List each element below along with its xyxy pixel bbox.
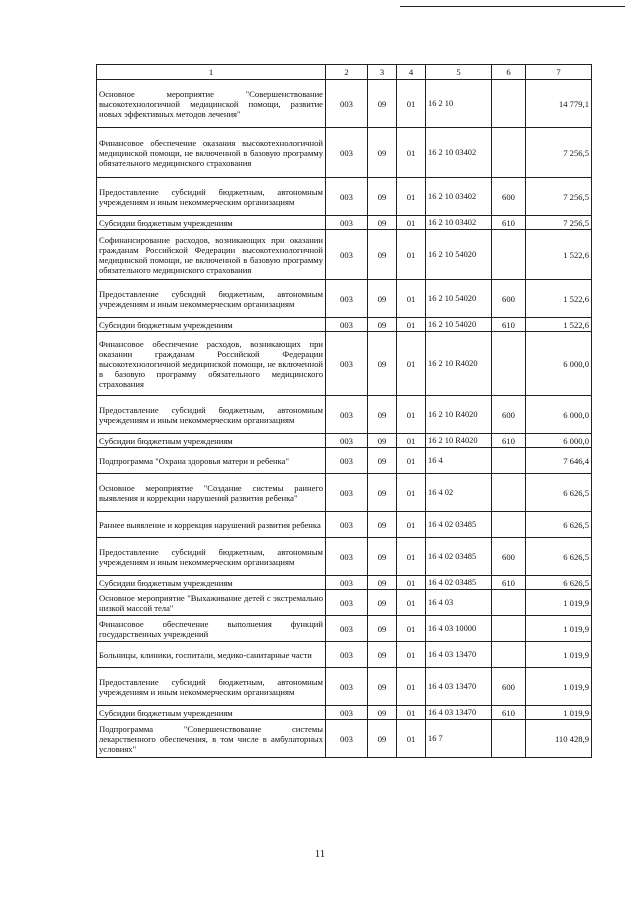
table-row	[97, 512, 592, 538]
row-expense-type: 600	[492, 178, 526, 216]
row-expense-type	[492, 616, 526, 642]
row-amount: 14 779,1	[526, 80, 592, 128]
row-target-article: 16 4 03	[426, 590, 492, 616]
row-grbs: 003	[326, 396, 368, 434]
budget-table	[96, 64, 592, 758]
row-amount: 7 646,4	[526, 448, 592, 474]
header-cell: 7	[526, 65, 592, 80]
row-expense-type	[492, 448, 526, 474]
row-expense-type	[492, 230, 526, 280]
row-amount: 6 000,0	[526, 434, 592, 448]
row-amount: 1 019,9	[526, 590, 592, 616]
row-expense-type: 600	[492, 396, 526, 434]
row-subsection: 01	[397, 280, 426, 318]
row-target-article: 16 4 02	[426, 474, 492, 512]
header-cell: 6	[492, 65, 526, 80]
row-subsection: 01	[397, 720, 426, 758]
row-amount: 7 256,5	[526, 128, 592, 178]
row-target-article: 16 2 10	[426, 80, 492, 128]
row-target-article: 16 4 03 10000	[426, 616, 492, 642]
row-grbs: 003	[326, 216, 368, 230]
header-cell: 5	[426, 65, 492, 80]
row-subsection: 01	[397, 216, 426, 230]
row-subsection: 01	[397, 642, 426, 668]
row-subsection: 01	[397, 474, 426, 512]
row-target-article: 16 4 02 03485	[426, 576, 492, 590]
table-row	[97, 332, 592, 396]
table-row	[97, 230, 592, 280]
row-expense-type	[492, 474, 526, 512]
row-grbs: 003	[326, 720, 368, 758]
table-row	[97, 216, 592, 230]
row-section: 09	[368, 668, 397, 706]
row-name: Предоставление субсидий бюджетным, автономным учреждениям и иным некоммерческим организациям	[97, 280, 326, 318]
row-subsection: 01	[397, 396, 426, 434]
row-subsection: 01	[397, 512, 426, 538]
row-grbs: 003	[326, 538, 368, 576]
table-row	[97, 668, 592, 706]
row-expense-type: 610	[492, 576, 526, 590]
row-name: Основное мероприятие "Выхаживание детей с экстремально низкой массой тела"	[97, 590, 326, 616]
row-expense-type	[492, 642, 526, 668]
row-section: 09	[368, 576, 397, 590]
table-row	[97, 280, 592, 318]
row-grbs: 003	[326, 230, 368, 280]
row-subsection: 01	[397, 332, 426, 396]
table-row	[97, 80, 592, 128]
table-row	[97, 576, 592, 590]
table-row	[97, 128, 592, 178]
table-row	[97, 538, 592, 576]
row-section: 09	[368, 178, 397, 216]
row-name: Больницы, клиники, госпитали, медико-санитарные части	[97, 642, 326, 668]
table-row	[97, 474, 592, 512]
row-expense-type	[492, 80, 526, 128]
row-amount: 1 019,9	[526, 706, 592, 720]
table-row	[97, 448, 592, 474]
row-section: 09	[368, 434, 397, 448]
row-section: 09	[368, 590, 397, 616]
row-grbs: 003	[326, 474, 368, 512]
row-section: 09	[368, 474, 397, 512]
row-amount: 1 019,9	[526, 642, 592, 668]
row-expense-type	[492, 720, 526, 758]
row-target-article: 16 2 10 54020	[426, 280, 492, 318]
row-subsection: 01	[397, 230, 426, 280]
row-expense-type: 600	[492, 668, 526, 706]
row-name: Основное мероприятие "Создание системы раннего выявления и коррекции нарушений развития ребенка"	[97, 474, 326, 512]
row-name: Предоставление субсидий бюджетным, автономным учреждениям и иным некоммерческим организациям	[97, 538, 326, 576]
header-cell: 1	[97, 65, 326, 80]
row-name: Финансовое обеспечение расходов, возникающих при оказании гражданам Российской Федерации высокотехнологичной медицинской помощи, не включенной в базовую программу обязательного медицинского страхования	[97, 332, 326, 396]
row-target-article: 16 2 10 R4020	[426, 396, 492, 434]
row-name: Предоставление субсидий бюджетным, автономным учреждениям и иным некоммерческим организациям	[97, 668, 326, 706]
row-name: Предоставление субсидий бюджетным, автономным учреждениям и иным некоммерческим организациям	[97, 396, 326, 434]
row-target-article: 16 2 10 54020	[426, 230, 492, 280]
row-target-article: 16 2 10 54020	[426, 318, 492, 332]
header-cell: 2	[326, 65, 368, 80]
table-row	[97, 396, 592, 434]
row-subsection: 01	[397, 616, 426, 642]
row-amount: 6 626,5	[526, 538, 592, 576]
row-grbs: 003	[326, 512, 368, 538]
table-body	[97, 80, 592, 758]
row-grbs: 003	[326, 128, 368, 178]
table-row	[97, 642, 592, 668]
row-amount: 1 522,6	[526, 318, 592, 332]
row-name: Предоставление субсидий бюджетным, автономным учреждениям и иным некоммерческим организациям	[97, 178, 326, 216]
header-cell: 3	[368, 65, 397, 80]
row-subsection: 01	[397, 538, 426, 576]
row-name: Субсидии бюджетным учреждениям	[97, 318, 326, 332]
row-target-article: 16 4 03 13470	[426, 642, 492, 668]
table-row	[97, 590, 592, 616]
row-section: 09	[368, 512, 397, 538]
header-row	[97, 65, 592, 80]
row-target-article: 16 4 03 13470	[426, 706, 492, 720]
row-grbs: 003	[326, 642, 368, 668]
row-section: 09	[368, 720, 397, 758]
table-row	[97, 616, 592, 642]
row-name: Субсидии бюджетным учреждениям	[97, 576, 326, 590]
row-grbs: 003	[326, 706, 368, 720]
row-section: 09	[368, 616, 397, 642]
row-expense-type: 600	[492, 538, 526, 576]
row-name: Подпрограмма "Совершенствование системы лекарственного обеспечения, в том числе в амбулаторных условиях"	[97, 720, 326, 758]
row-amount: 7 256,5	[526, 216, 592, 230]
row-section: 09	[368, 318, 397, 332]
row-grbs: 003	[326, 448, 368, 474]
row-target-article: 16 4 02 03485	[426, 538, 492, 576]
row-section: 09	[368, 332, 397, 396]
row-expense-type	[492, 128, 526, 178]
row-grbs: 003	[326, 590, 368, 616]
row-name: Финансовое обеспечение выполнения функций государственных учреждений	[97, 616, 326, 642]
table-row	[97, 434, 592, 448]
row-grbs: 003	[326, 318, 368, 332]
table-row	[97, 706, 592, 720]
row-amount: 110 428,9	[526, 720, 592, 758]
row-amount: 1 019,9	[526, 616, 592, 642]
row-subsection: 01	[397, 448, 426, 474]
row-grbs: 003	[326, 434, 368, 448]
row-subsection: 01	[397, 590, 426, 616]
row-name: Раннее выявление и коррекция нарушений развития ребенка	[97, 512, 326, 538]
row-amount: 1 522,6	[526, 280, 592, 318]
table-row	[97, 318, 592, 332]
row-section: 09	[368, 128, 397, 178]
row-subsection: 01	[397, 706, 426, 720]
header-cell: 4	[397, 65, 426, 80]
row-name: Подпрограмма "Охрана здоровья матери и ребенка"	[97, 448, 326, 474]
row-amount: 6 000,0	[526, 332, 592, 396]
row-subsection: 01	[397, 318, 426, 332]
row-name: Софинансирование расходов, возникающих при оказании гражданам Российской Федерации высокотехнологичной медицинской помощи, не включенной в базовую программу обязательного медицинского страхования	[97, 230, 326, 280]
row-name: Субсидии бюджетным учреждениям	[97, 216, 326, 230]
row-target-article: 16 2 10 03402	[426, 178, 492, 216]
top-rule	[400, 6, 625, 7]
row-amount: 6 626,5	[526, 576, 592, 590]
row-target-article: 16 2 10 R4020	[426, 332, 492, 396]
row-expense-type	[492, 512, 526, 538]
row-amount: 6 000,0	[526, 396, 592, 434]
row-name: Субсидии бюджетным учреждениям	[97, 434, 326, 448]
row-grbs: 003	[326, 80, 368, 128]
row-expense-type: 610	[492, 216, 526, 230]
row-grbs: 003	[326, 332, 368, 396]
row-subsection: 01	[397, 178, 426, 216]
row-expense-type: 600	[492, 280, 526, 318]
row-name: Субсидии бюджетным учреждениям	[97, 706, 326, 720]
row-expense-type	[492, 590, 526, 616]
row-target-article: 16 4	[426, 448, 492, 474]
row-section: 09	[368, 80, 397, 128]
row-amount: 6 626,5	[526, 474, 592, 512]
row-section: 09	[368, 706, 397, 720]
row-subsection: 01	[397, 128, 426, 178]
row-section: 09	[368, 280, 397, 318]
row-section: 09	[368, 230, 397, 280]
row-amount: 1 019,9	[526, 668, 592, 706]
row-grbs: 003	[326, 616, 368, 642]
row-target-article: 16 4 02 03485	[426, 512, 492, 538]
row-amount: 6 626,5	[526, 512, 592, 538]
row-grbs: 003	[326, 576, 368, 590]
row-section: 09	[368, 642, 397, 668]
table-row	[97, 720, 592, 758]
row-grbs: 003	[326, 668, 368, 706]
row-target-article: 16 4 03 13470	[426, 668, 492, 706]
table-row	[97, 178, 592, 216]
row-grbs: 003	[326, 280, 368, 318]
row-subsection: 01	[397, 576, 426, 590]
row-expense-type	[492, 332, 526, 396]
row-grbs: 003	[326, 178, 368, 216]
row-expense-type: 610	[492, 434, 526, 448]
row-expense-type: 610	[492, 706, 526, 720]
row-amount: 1 522,6	[526, 230, 592, 280]
page-number: 11	[314, 848, 326, 860]
row-subsection: 01	[397, 80, 426, 128]
row-section: 09	[368, 396, 397, 434]
row-subsection: 01	[397, 434, 426, 448]
row-amount: 7 256,5	[526, 178, 592, 216]
row-section: 09	[368, 448, 397, 474]
row-target-article: 16 7	[426, 720, 492, 758]
row-target-article: 16 2 10 R4020	[426, 434, 492, 448]
row-section: 09	[368, 538, 397, 576]
row-subsection: 01	[397, 668, 426, 706]
row-target-article: 16 2 10 03402	[426, 216, 492, 230]
row-target-article: 16 2 10 03402	[426, 128, 492, 178]
row-section: 09	[368, 216, 397, 230]
row-expense-type: 610	[492, 318, 526, 332]
row-name: Финансовое обеспечение оказания высокотехнологичной медицинской помощи, не включенной в базовую программу обязательного медицинского страхования	[97, 128, 326, 178]
row-name: Основное мероприятие "Совершенствование высокотехнологичной медицинской помощи, развитие новых эффективных методов лечения"	[97, 80, 326, 128]
